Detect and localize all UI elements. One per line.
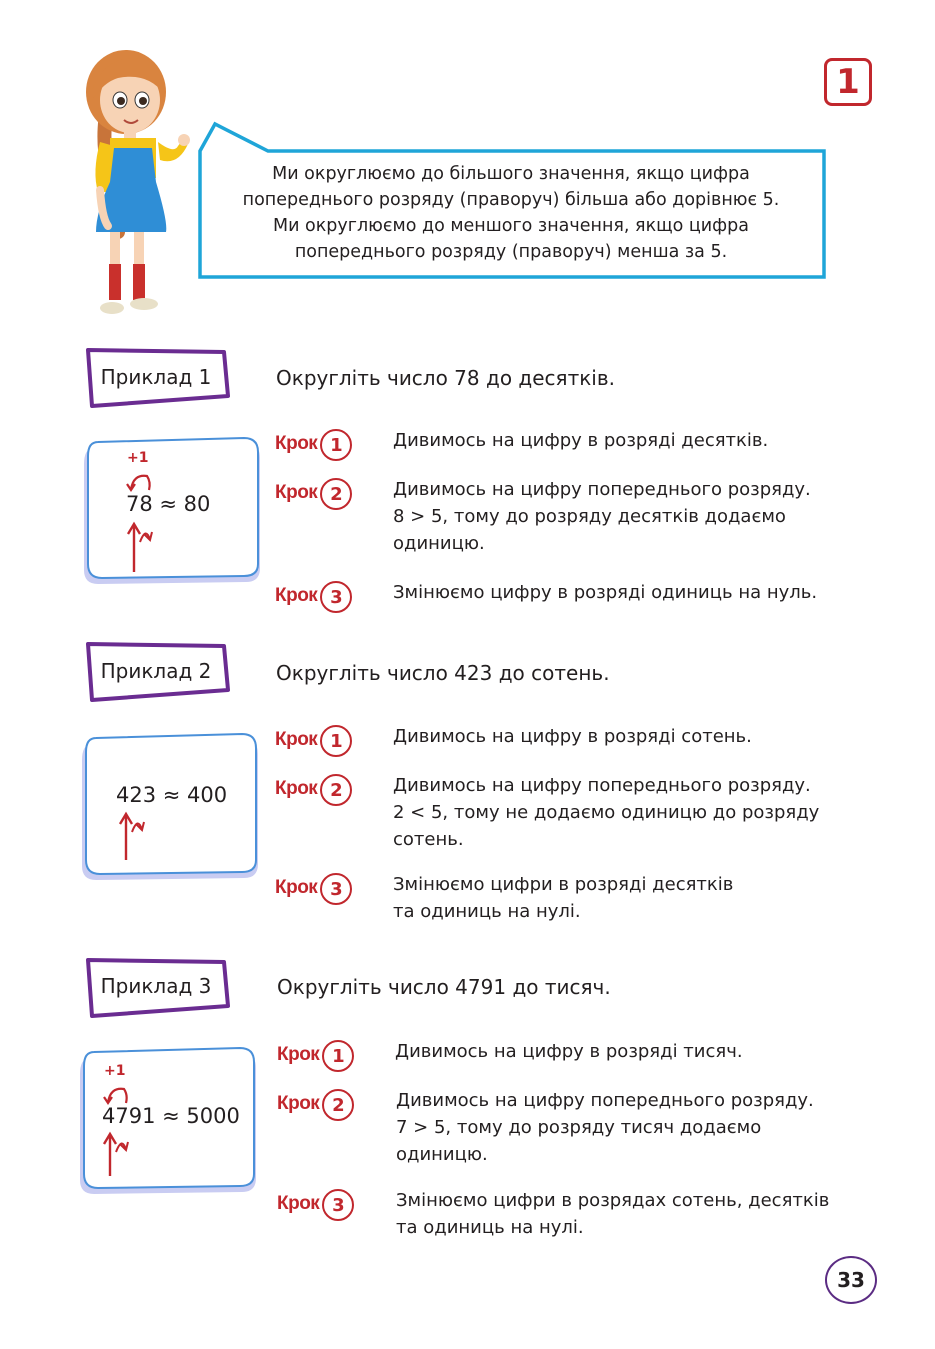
step-word: Крок [275, 877, 318, 898]
step-number-circle: 1 [320, 725, 352, 757]
digit-pointer-arrow-icon [98, 1130, 134, 1178]
example-label: Приклад 3 [100, 974, 212, 998]
step-text: Дивимось на цифру в розряді сотень. [393, 726, 752, 747]
example-task: Округліть число 4791 до тисяч. [277, 975, 611, 999]
rounding-expression: 78 ≈ 80 [126, 492, 211, 516]
rule-line: Ми округлюємо до більшого значення, якщо цифра [272, 164, 750, 184]
step-text: Змінюємо цифру в розряді одиниць на нуль. [393, 582, 818, 603]
step-row [275, 581, 818, 613]
rounding-expression: 423 ≈ 400 [116, 783, 228, 807]
step-word: Крок [275, 433, 318, 454]
step-number-circle: 3 [322, 1189, 354, 1221]
step-number-circle: 2 [320, 478, 352, 510]
step-text: Дивимось на цифру в розряді десятків. [393, 430, 769, 451]
step-word: Крок [275, 778, 318, 799]
example-card [76, 732, 262, 886]
carry-arrow-icon [102, 1083, 132, 1105]
step-row [277, 1040, 743, 1072]
step-word: Крок [275, 729, 318, 750]
step-word: Крок [277, 1093, 320, 1114]
plus-one-label: +1 [127, 450, 149, 466]
rule-line: Ми округлюємо до меншого значення, якщо цифра [273, 216, 749, 236]
chapter-number-badge: 1 [824, 58, 872, 106]
example-task: Округліть число 423 до сотень. [276, 661, 610, 685]
step-row [277, 1089, 814, 1165]
carry-arrow-icon [125, 470, 155, 492]
step-number-circle: 3 [320, 873, 352, 905]
digit-pointer-arrow-icon [122, 520, 158, 572]
step-number-circle: 1 [320, 429, 352, 461]
rule-line: попереднього розряду (праворуч) більша або дорівнює 5. [242, 190, 780, 210]
rounding-expression: 4791 ≈ 5000 [102, 1104, 240, 1128]
example-label: Приклад 1 [100, 365, 212, 389]
step-text: Дивимось на цифру попереднього розряду. 2 < 5, тому не додаємо одиницю до розряду сотень. [393, 775, 820, 850]
step-number-circle: 2 [322, 1089, 354, 1121]
step-word: Крок [275, 482, 318, 503]
step-row [275, 725, 752, 757]
step-row [275, 429, 769, 461]
step-text: Дивимось на цифру попереднього розряду. 8 > 5, тому до розряду десятків додаємо одиницю. [393, 479, 811, 554]
step-number-circle: 3 [320, 581, 352, 613]
step-word: Крок [277, 1044, 320, 1065]
step-row [277, 1189, 830, 1238]
step-row [275, 873, 734, 922]
step-number-circle: 2 [320, 774, 352, 806]
step-text: Змінюємо цифри в розряді десятків та одиниць на нулі. [393, 874, 734, 922]
step-number-circle: 1 [322, 1040, 354, 1072]
digit-pointer-arrow-icon [114, 810, 150, 862]
step-word: Крок [275, 585, 318, 606]
rounding-rule-text [200, 150, 822, 276]
step-text: Дивимось на цифру попереднього розряду. 7 > 5, тому до розряду тисяч додаємо одиницю. [396, 1090, 814, 1165]
page-number: 33 [825, 1256, 877, 1304]
step-word: Крок [277, 1193, 320, 1214]
rule-line: попереднього розряду (праворуч) менша за 5. [294, 242, 728, 262]
girl-illustration [78, 42, 198, 322]
step-row [275, 478, 811, 554]
step-row [275, 774, 820, 850]
example-task: Округліть число 78 до десятків. [276, 366, 616, 390]
step-text: Змінюємо цифри в розрядах сотень, десятків та одиниць на нулі. [396, 1190, 830, 1238]
plus-one-label: +1 [104, 1063, 126, 1079]
example-label: Приклад 2 [100, 659, 212, 683]
step-text: Дивимось на цифру в розряді тисяч. [395, 1041, 743, 1062]
